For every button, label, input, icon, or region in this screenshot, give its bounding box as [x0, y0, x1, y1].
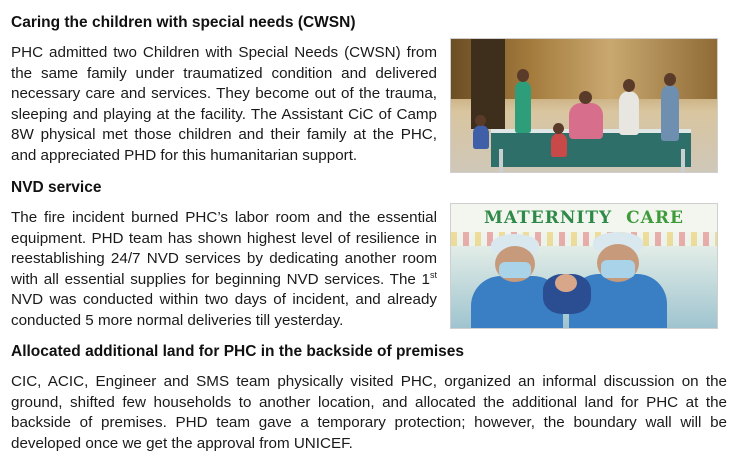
section-body-land: CIC, ACIC, Engineer and SMS team physically visited PHC, organized an informal discussion on the ground, shifted few households to another location, and allocated the additional land for PHC at the backside of premises. PHD team gave a temporary protection; however, the boundary wall will be developed once we get the approval from UNICEF. [11, 373, 727, 452]
clinic-ward-photo [450, 38, 718, 173]
section-body-nvd: The fire incident burned PHC’s labor room and the essential equipment. PHD team has shown highest level of resilience in reestablishing 24/7 NVD services by dedicating another room with all essential supplies for beginning NVD services. The 1st NVD was conducted within two days of incident, and already conducted 5 more normal deliveries till yesterday. [11, 209, 437, 329]
maternity-banner: MATERNITY CARE [451, 204, 717, 232]
section-body-cwsn: PHC admitted two Children with Special Needs (CWSN) from the same family under traumatized condition and delivered necessary care and services. They become out of the trauma, sleeping and playing at the facility. The Assistant CiC of Camp 8W physical met those children and their family at the PHC, and appreciated PHD for this humanitarian support. [11, 44, 437, 164]
maternity-care-photo [450, 203, 718, 329]
section-heading-cwsn: Caring the children with special needs (CWSN) [11, 14, 356, 31]
section-heading-land: Allocated additional land for PHC in the backside of premises [11, 343, 465, 360]
section-heading-nvd: NVD service [11, 179, 102, 196]
